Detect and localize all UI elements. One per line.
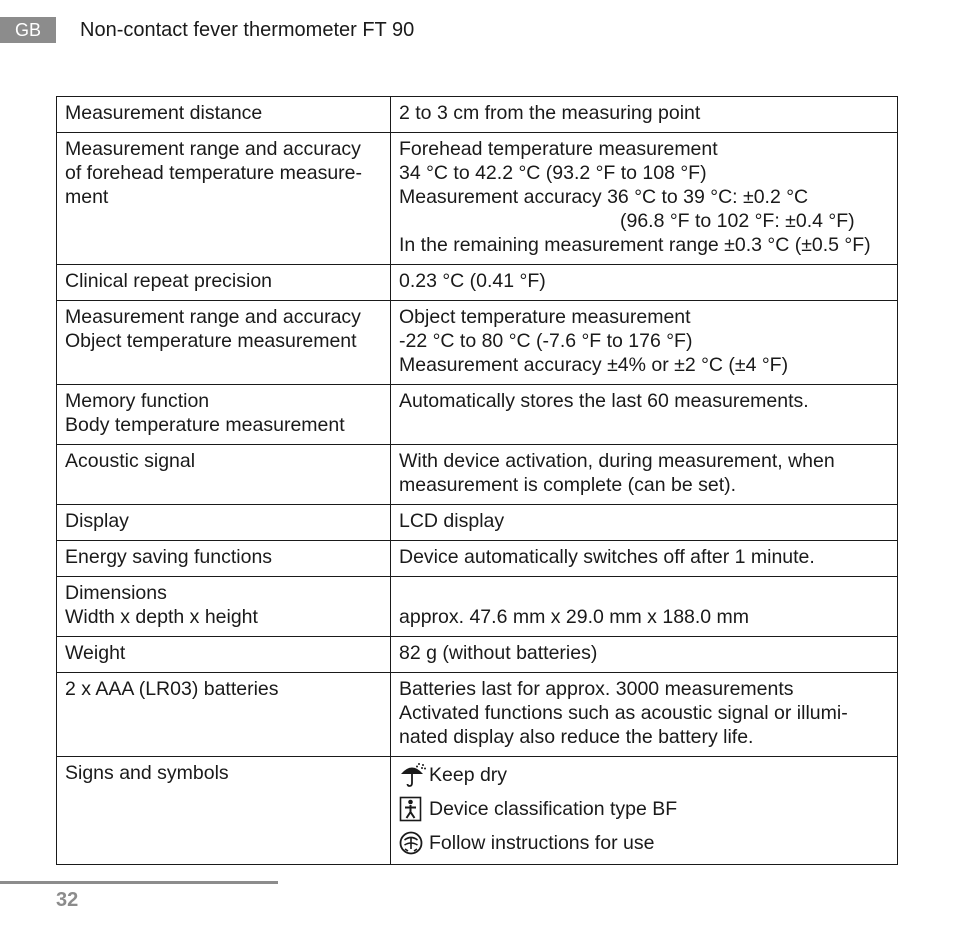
spec-label-line: ment	[65, 186, 109, 208]
spec-label	[57, 757, 391, 865]
spec-label	[57, 637, 391, 673]
symbol-item	[399, 829, 890, 857]
spec-row	[57, 505, 898, 541]
spec-label-line: Body temperature measurement	[65, 414, 345, 436]
spec-value-line: Measurement accuracy ±4% or ±2 °C (±4 °F)	[399, 354, 789, 376]
spec-label-line: Memory function	[65, 390, 210, 412]
spec-value	[391, 673, 898, 757]
keep-dry-umbrella-icon	[399, 761, 429, 789]
spec-row	[57, 445, 898, 505]
type-bf-person-icon	[399, 795, 429, 823]
spec-label-line: Dimensions	[65, 582, 167, 604]
spec-value-line: 2 to 3 cm from the measuring point	[399, 102, 701, 124]
spec-label-line: Clinical repeat precision	[65, 270, 273, 292]
read-instructions-icon	[399, 829, 429, 857]
spec-row	[57, 97, 898, 133]
spec-row	[57, 577, 898, 637]
spec-value-line: 34 °C to 42.2 °C (93.2 °F to 108 °F)	[399, 162, 707, 184]
spec-row	[57, 133, 898, 265]
spec-row	[57, 265, 898, 301]
spec-value-line: In the remaining measurement range ±0.3 °C (±0.5 °F)	[399, 234, 871, 256]
spec-label	[57, 97, 391, 133]
spec-label-line: Width x depth x height	[65, 606, 258, 628]
spec-label-line: Display	[65, 510, 129, 532]
spec-row	[57, 301, 898, 385]
spec-label-line: Weight	[65, 642, 126, 664]
spec-value-line: 82 g (without batteries)	[399, 642, 598, 664]
symbol-label: Keep dry	[429, 764, 508, 786]
spec-label-line: 2 x AAA (LR03) batteries	[65, 678, 279, 700]
symbol-item	[399, 795, 890, 823]
document-title: Non-contact fever thermometer FT 90	[80, 19, 415, 41]
spec-value	[391, 97, 898, 133]
spec-value	[391, 133, 898, 265]
spec-label	[57, 385, 391, 445]
spec-row	[57, 757, 898, 865]
spec-value	[391, 301, 898, 385]
spec-value-line: measurement is complete (can be set).	[399, 474, 737, 496]
spec-row	[57, 541, 898, 577]
spec-value-line: Activated functions such as acoustic signal or illumi-	[399, 702, 848, 724]
footer-rule	[0, 881, 278, 884]
spec-value-line: Batteries last for approx. 3000 measurements	[399, 678, 794, 700]
spec-row	[57, 673, 898, 757]
spec-label	[57, 265, 391, 301]
spec-value-line	[399, 581, 890, 605]
spec-label-line: Acoustic signal	[65, 450, 196, 472]
spec-label-line: Signs and symbols	[65, 762, 229, 784]
spec-value-line: LCD display	[399, 510, 505, 532]
spec-label-line: Energy saving functions	[65, 546, 273, 568]
spec-row	[57, 385, 898, 445]
symbol-label: Device classification type BF	[429, 798, 678, 820]
spec-value-line: Automatically stores the last 60 measurements.	[399, 390, 809, 412]
spec-value-line: Object temperature measurement	[399, 306, 691, 328]
spec-label	[57, 577, 391, 637]
spec-value-line: nated display also reduce the battery life.	[399, 726, 754, 748]
spec-value	[391, 637, 898, 673]
spec-label-line: of forehead temperature measure-	[65, 162, 362, 184]
spec-value	[391, 541, 898, 577]
symbol-item	[399, 761, 890, 789]
symbol-label: Follow instructions for use	[429, 832, 655, 854]
page-number: 32	[56, 889, 79, 911]
spec-value	[391, 577, 898, 637]
spec-label	[57, 505, 391, 541]
spec-value-line: With device activation, during measurement, when	[399, 450, 835, 472]
spec-value-line: 0.23 °C (0.41 °F)	[399, 270, 546, 292]
spec-value-line: Measurement accuracy 36 °C to 39 °C: ±0.2 °C	[399, 186, 809, 208]
spec-label-line: Measurement distance	[65, 102, 263, 124]
specifications-table	[56, 96, 898, 865]
spec-label	[57, 133, 391, 265]
spec-value	[391, 385, 898, 445]
spec-value-line: (96.8 °F to 102 °F: ±0.4 °F)	[620, 210, 855, 232]
spec-label	[57, 445, 391, 505]
spec-row	[57, 637, 898, 673]
spec-value-line: approx. 47.6 mm x 29.0 mm x 188.0 mm	[399, 606, 750, 628]
spec-value-line: Device automatically switches off after 1 minute.	[399, 546, 815, 568]
spec-label-line: Measurement range and accuracy	[65, 138, 361, 160]
spec-value	[391, 445, 898, 505]
spec-value	[391, 757, 898, 865]
spec-value-line: Forehead temperature measurement	[399, 138, 718, 160]
spec-label	[57, 541, 391, 577]
spec-label	[57, 673, 391, 757]
spec-value	[391, 505, 898, 541]
spec-value	[391, 265, 898, 301]
spec-label-line: Object temperature measurement	[65, 330, 357, 352]
spec-value-line: -22 °C to 80 °C (-7.6 °F to 176 °F)	[399, 330, 693, 352]
spec-label-line: Measurement range and accuracy	[65, 306, 361, 328]
spec-label	[57, 301, 391, 385]
language-tab: GB	[0, 17, 56, 43]
